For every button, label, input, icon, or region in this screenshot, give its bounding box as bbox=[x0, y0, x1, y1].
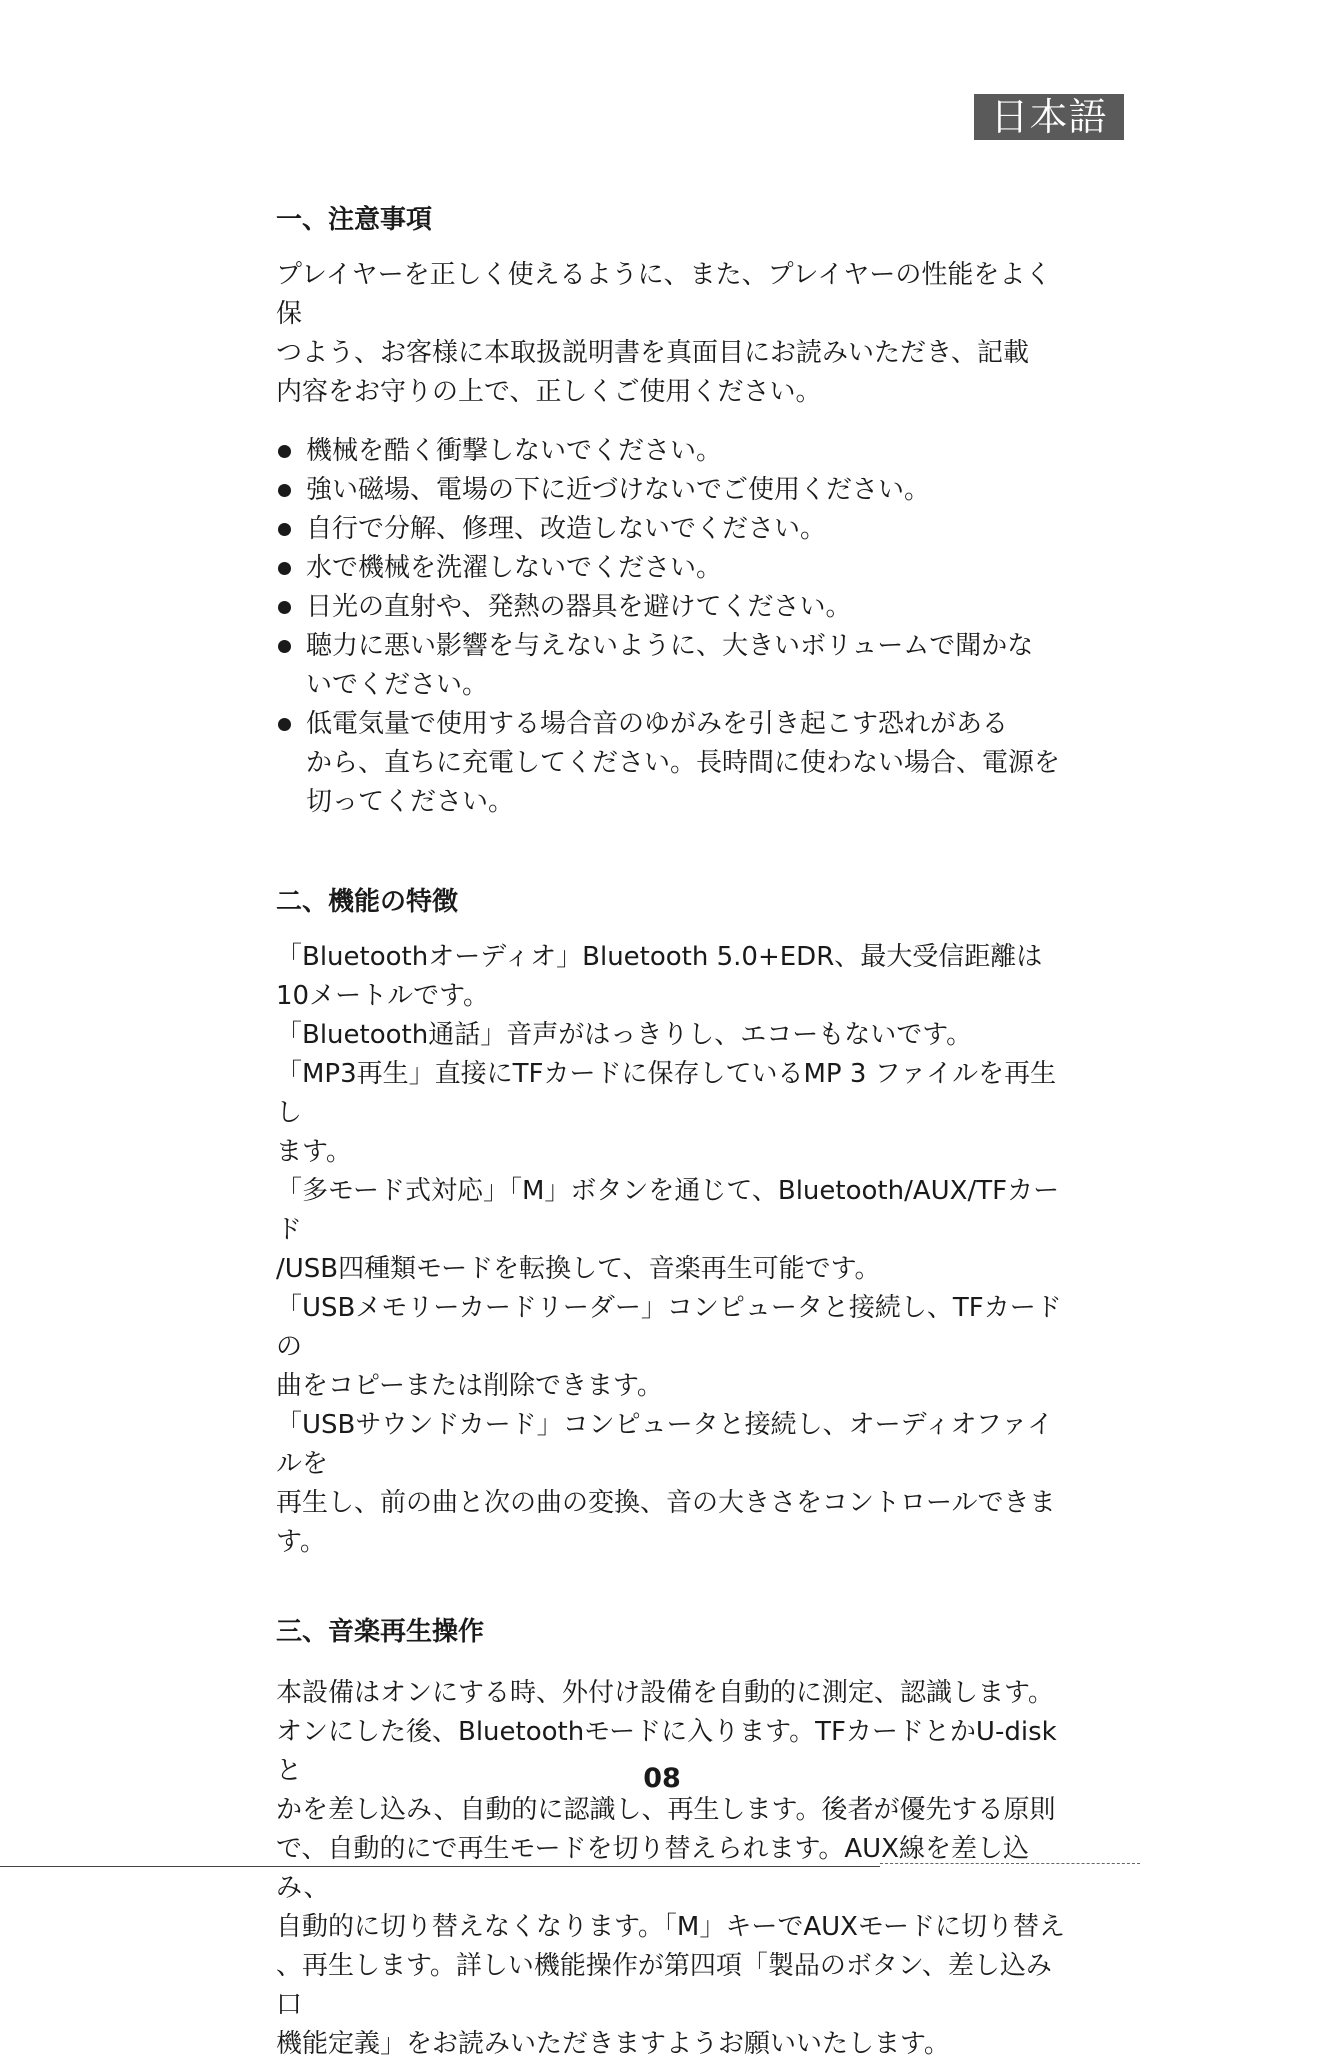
section1-title: 一、注意事項 bbox=[276, 205, 433, 235]
bottom-crop-marks bbox=[880, 1863, 1140, 1870]
list-item: 自行で分解、修理、改造しないでください。 bbox=[276, 510, 1066, 549]
feature-item: 「Bluetooth通話」音声がはっきりし、エコーもないです。 bbox=[276, 1020, 973, 1050]
page-number: 08 bbox=[643, 1763, 681, 1794]
precautions-list bbox=[276, 432, 1066, 822]
bottom-divider bbox=[0, 1866, 880, 1867]
list-item: 日光の直射や、発熱の器具を避けてください。 bbox=[276, 588, 1066, 627]
section3-body: 本設備はオンにする時、外付け設備を自動的に測定、認識します。 オンにした後、Bluetoothモードに入ります。TFカードとかU-diskと かを差し込み、自動的に認識し、再生します。後者が優先する原則 で、自動的にで再生モードを切り替えられます。AUX線を差し込み、 自動的に切り替えなくなります。「M」キーでAUXモードに切り替え 、再生します。詳しい機能操作が第四項「製品のボタン、差し込み口 機能定義」をお読みいただきますようお願いいたします。 bbox=[276, 1678, 1065, 2059]
feature-item: 「MP3再生」直接にTFカードに保存しているMP 3 ファイルを再生し ます。 bbox=[276, 1059, 1057, 1167]
features-list bbox=[276, 938, 1066, 1562]
section2-title: 二、機能の特徴 bbox=[276, 887, 459, 917]
list-item: 水で機械を洗濯しないでください。 bbox=[276, 549, 1066, 588]
language-tab: 日本語 bbox=[974, 94, 1124, 140]
feature-item: 「USBメモリーカードリーダー」コンピュータと接続し、TFカードの 曲をコピーまたは削除できます。 bbox=[276, 1293, 1062, 1401]
feature-item: 「Bluetoothオーディオ」Bluetooth 5.0+EDR、最大受信距離は 10メートルです。 bbox=[276, 942, 1043, 1011]
section3-title: 三、音楽再生操作 bbox=[276, 1617, 485, 1647]
feature-item: 「多モード式対応」「M」ボタンを通じて、Bluetooth/AUX/TFカード /USB四種類モードを転換して、音楽再生可能です。 bbox=[276, 1176, 1060, 1284]
feature-item: 「USBサウンドカード」コンピュータと接続し、オーディオファイルを 再生し、前の曲と次の曲の変換、音の大きさをコントロールできま す。 bbox=[276, 1410, 1056, 1557]
list-item: 聴力に悪い影響を与えないように、大きいボリュームで聞かな いでください。 bbox=[276, 627, 1066, 705]
list-item: 低電気量で使用する場合音のゆがみを引き起こす恐れがある から、直ちに充電してください。長時間に使わない場合、電源を 切ってください。 bbox=[276, 705, 1066, 822]
section1-intro: プレイヤーを正しく使えるように、また、プレイヤーの性能をよく保 つよう、お客様に本取扱説明書を真面目にお読みいただき、記載 内容をお守りの上で、正しくご使用ください。 bbox=[276, 260, 1052, 407]
list-item: 強い磁場、電場の下に近づけないでご使用ください。 bbox=[276, 471, 1066, 510]
list-item: 機械を酷く衝撃しないでください。 bbox=[276, 432, 1066, 471]
